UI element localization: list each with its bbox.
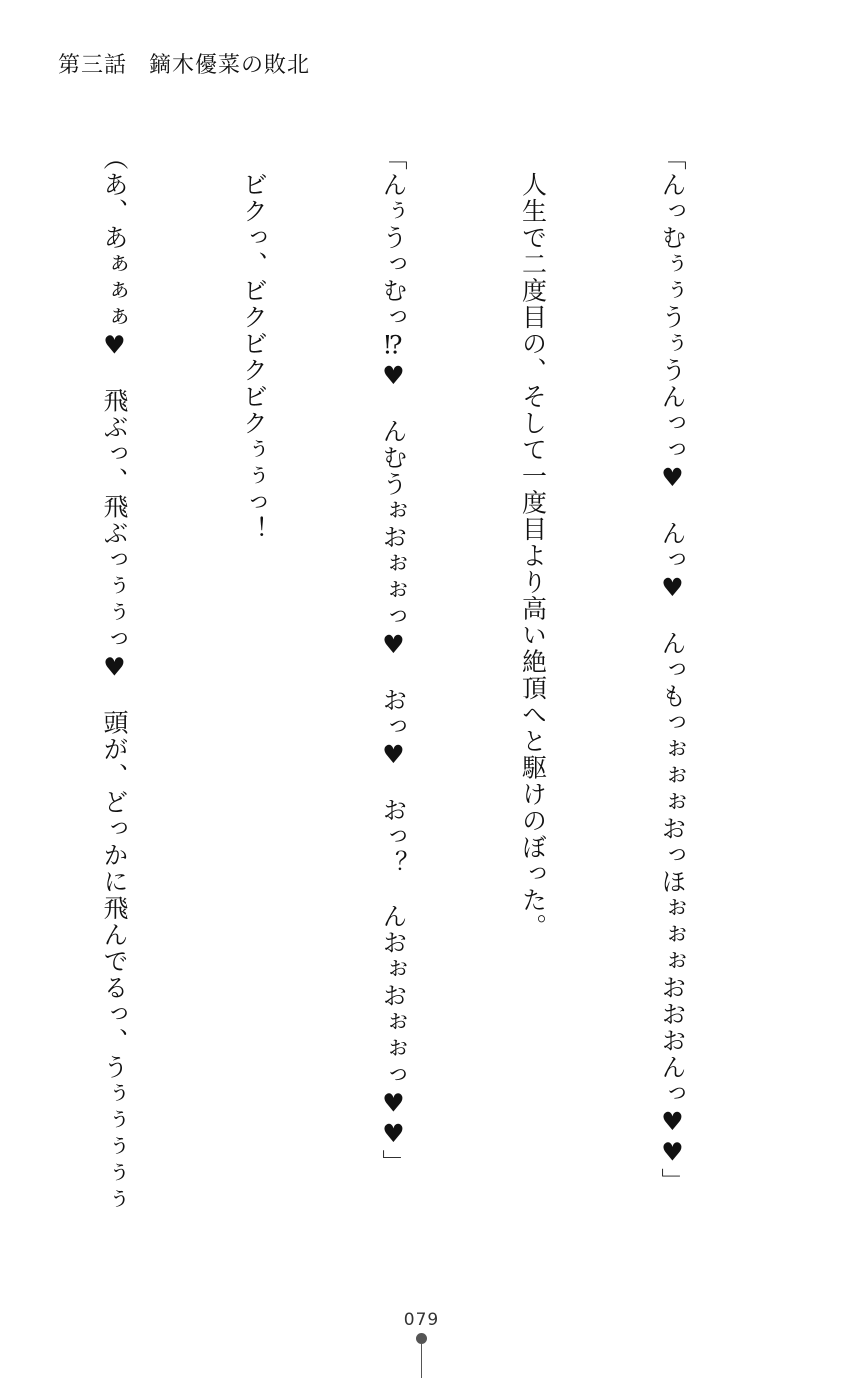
chapter-title: 鏑木優菜の敗北	[149, 53, 311, 78]
page-number: 079	[403, 1310, 440, 1330]
chapter-label: 第三話	[58, 53, 128, 78]
text-line: 人生で二度目の、そして一度目より高い絶頂へと駆けのぼった。	[518, 145, 548, 940]
vertical-text-body	[40, 145, 788, 1295]
text-line: ビクっ、ビクビクビクぅぅっ！	[239, 145, 269, 543]
folio-dot-icon	[416, 1333, 427, 1344]
folio-divider	[421, 1344, 422, 1378]
text-line: 「んぅうっむっ⁉♥ んむうぉおぉぉっ♥ おっ♥ おっ？ んおぉおぉぉっ♥♥」	[379, 145, 408, 1176]
text-line: （あ、あぁぁぁ♥ 飛ぶっ、飛ぶっぅぅっ♥ 頭が、どっかに飛んでるっ、うぅぅぅぅぅ	[100, 145, 129, 1213]
text-line: 「んっむぅぅうぅうんっっ♥ んっ♥ んっもっぉぉぉおっほぉぉぉおおおんっ♥♥」	[658, 145, 687, 1195]
running-header	[58, 48, 310, 79]
